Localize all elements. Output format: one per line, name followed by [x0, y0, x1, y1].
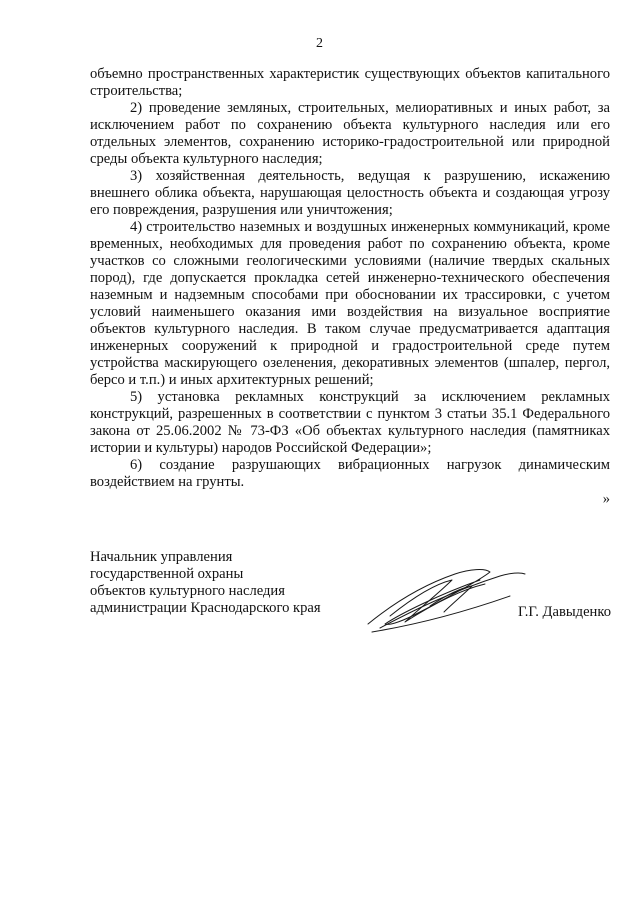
position-line: администрации Краснодарского края [90, 600, 321, 616]
paragraph-item-5: 5) установка рекламных конструкций за исключением рекламных конструкций, разрешенных в соответствии с пунктом 3 статьи 35.1 Федерального закона от 25.06.2002 № 73-ФЗ «Об объектах культурного наследия (памятниках истории и культуры) народов Российской Федерации»; [90, 389, 610, 456]
paragraph-item-2: 2) проведение земляных, строительных, мелиоративных и иных работ, за исключением работ по сохранению объекта культурного наследия или его отдельных элементов, сохранению историко-градостроительной или природной среды объекта культурного наследия; [90, 100, 610, 167]
handwritten-signature [360, 566, 530, 636]
document-body [90, 66, 610, 508]
paragraph-item-6: 6) создание разрушающих вибрационных нагрузок динамическим воздействием на грунты. [90, 457, 610, 490]
position-line: государственной охраны [90, 566, 244, 582]
signatory-name: Г.Г. Давыденко [517, 604, 611, 620]
position-line: Начальник управления [90, 549, 233, 565]
position-line: объектов культурного наследия [90, 583, 285, 599]
paragraph-continuation: объемно пространственных характеристик существующих объектов капитального строительства; [90, 66, 610, 99]
page-number: 2 [316, 36, 323, 51]
paragraph-item-3: 3) хозяйственная деятельность, ведущая к разрушению, искажению внешнего облика объекта, нарушающая целостность объекта и создающая угрозу его повреждения, разрушения или уничтожения; [90, 168, 610, 218]
paragraph-item-4: 4) строительство наземных и воздушных инженерных коммуникаций, кроме временных, необходимых для проведения работ по сохранению объекта, кроме участков со сложными геологическими условиями (наличие твердых скальных пород), где допускается прокладка сетей инженерно-технического обеспечения наземным и надземным способами при обосновании их трассировки, с учетом условий наименьшего оказания ими воздействия на визуальное восприятие объектов культурного наследия. В таком случае предусматривается адаптация инженерных сооружений к природной и градостроительной среде путем устройства маскирующего озеленения, декоративных элементов (шпалер, пергол, берсо и т.п.) и иных архитектурных решений; [90, 219, 610, 388]
signatory-position [90, 549, 321, 617]
closing-quote: » [602, 491, 610, 507]
